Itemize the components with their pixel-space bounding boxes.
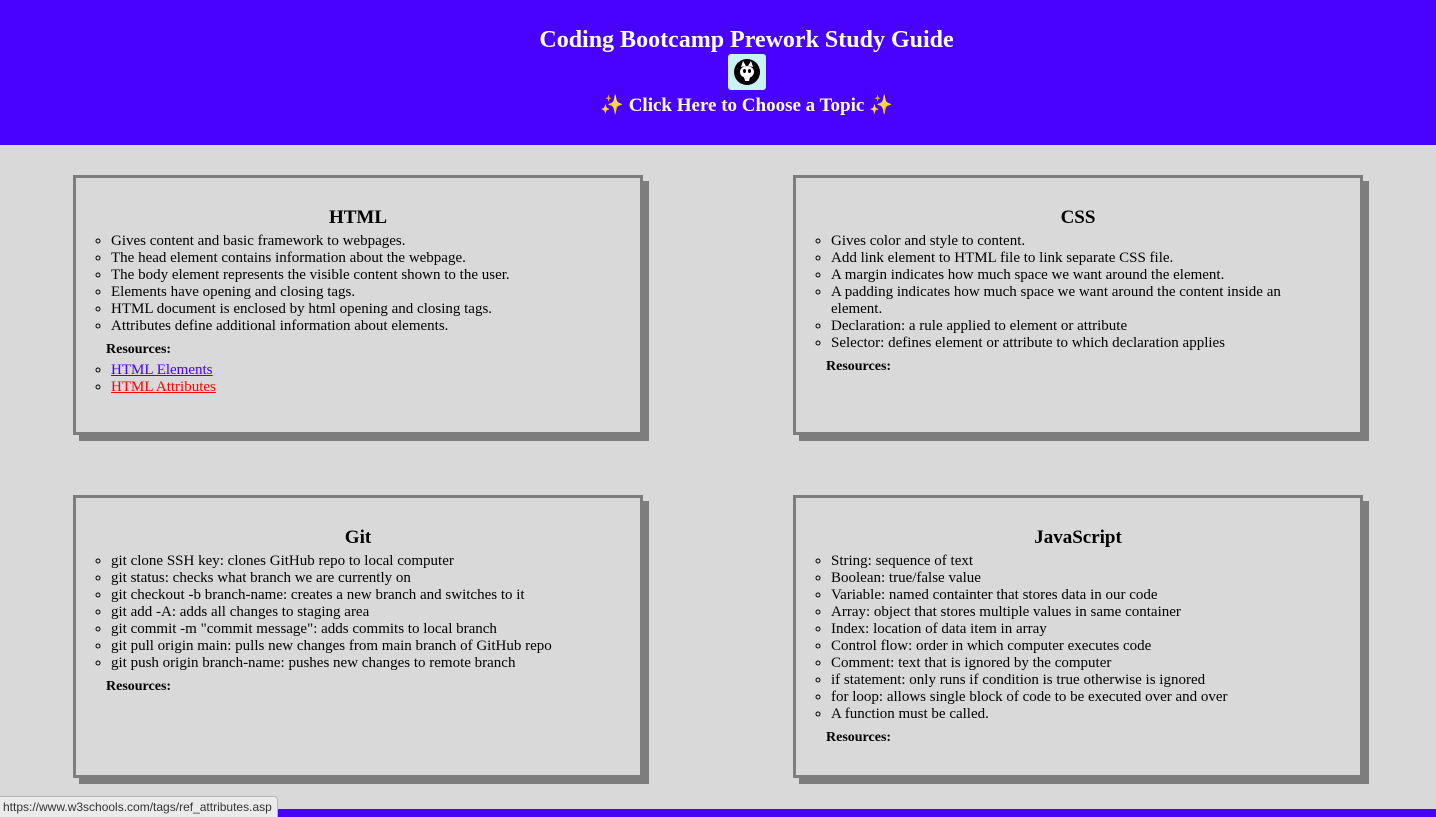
list-item: ◦ Attributes define additional information about elements. <box>111 318 631 335</box>
list-item: ◦ The head element contains information about the webpage. <box>111 250 631 267</box>
list-item: ◦ A function must be called. <box>831 706 1351 723</box>
list-item: ◦ git clone SSH key: clones GitHub repo to local computer <box>111 553 631 570</box>
list-item: ◦ Add link element to HTML file to link separate CSS file. <box>831 250 1286 267</box>
choose-topic-link[interactable]: ✨ Click Here to Choose a Topic ✨ <box>600 95 893 116</box>
list-item: ◦ git commit -m "commit message": adds commits to local branch <box>111 621 631 638</box>
list-item <box>111 362 640 379</box>
page-header <box>0 0 1436 145</box>
page-title: Coding Bootcamp Prework Study Guide <box>539 27 954 53</box>
list-item: ◦ git push origin branch-name: pushes new changes to remote branch <box>111 655 631 672</box>
points-list <box>76 553 631 672</box>
list-item: ◦ Boolean: true/false value <box>831 570 1351 587</box>
points-list <box>796 553 1351 723</box>
points-list <box>76 233 631 335</box>
list-item: ◦ Gives content and basic framework to webpages. <box>111 233 631 250</box>
list-item: ◦ Array: object that stores multiple values in same container <box>831 604 1351 621</box>
html-elements-link[interactable]: HTML Elements <box>111 362 213 378</box>
list-item: ◦ A padding indicates how much space we want around the content inside an element. <box>831 284 1286 318</box>
card-title: JavaScript <box>1034 527 1122 548</box>
resources-label: Resources: <box>826 730 892 745</box>
card-body <box>76 553 640 697</box>
list-item: ◦ Control flow: order in which computer executes code <box>831 638 1351 655</box>
list-item: ◦ git add -A: adds all changes to staging area <box>111 604 631 621</box>
list-item: ◦ for loop: allows single block of code to be executed over and over <box>831 689 1351 706</box>
css-card <box>793 175 1363 435</box>
list-item: ◦ The body element represents the visible content shown to the user. <box>111 267 631 284</box>
list-item: ◦ git checkout -b branch-name: creates a new branch and switches to it <box>111 587 631 604</box>
javascript-card <box>793 495 1363 778</box>
resources-list <box>76 362 640 396</box>
card-title: Git <box>344 527 372 548</box>
card-title: CSS <box>1060 207 1096 228</box>
html-card <box>73 175 643 435</box>
list-item: ◦ Comment: text that is ignored by the computer <box>831 655 1351 672</box>
list-item: ◦ String: sequence of text <box>831 553 1351 570</box>
list-item: ◦ Elements have opening and closing tags. <box>111 284 631 301</box>
points-list <box>796 233 1286 352</box>
resources-label: Resources: <box>826 359 892 374</box>
resources-label: Resources: <box>106 342 172 357</box>
list-item: ◦ Variable: named containter that stores data in our code <box>831 587 1351 604</box>
status-bar-url: https://www.w3schools.com/tags/ref_attributes.asp <box>0 796 278 817</box>
resources-label: Resources: <box>106 679 172 694</box>
card-body <box>76 233 640 396</box>
list-item: ◦ Declaration: a rule applied to element or attribute <box>831 318 1286 335</box>
cat-logo-icon[interactable] <box>728 54 766 90</box>
html-attributes-link[interactable]: HTML Attributes <box>111 379 216 395</box>
card-title: HTML <box>328 207 388 228</box>
list-item: ◦ HTML document is enclosed by html opening and closing tags. <box>111 301 631 318</box>
list-item: ◦ git status: checks what branch we are currently on <box>111 570 631 587</box>
card-body <box>796 233 1360 377</box>
git-card <box>73 495 643 778</box>
list-item: ◦ A margin indicates how much space we want around the element. <box>831 267 1286 284</box>
list-item <box>111 379 640 396</box>
list-item: ◦ Index: location of data item in array <box>831 621 1351 638</box>
list-item: ◦ Selector: defines element or attribute to which declaration applies <box>831 335 1286 352</box>
card-body <box>796 553 1360 748</box>
list-item: ◦ if statement: only runs if condition is true otherwise is ignored <box>831 672 1351 689</box>
list-item: ◦ git pull origin main: pulls new changes from main branch of GitHub repo <box>111 638 631 655</box>
list-item: ◦ Gives color and style to content. <box>831 233 1286 250</box>
